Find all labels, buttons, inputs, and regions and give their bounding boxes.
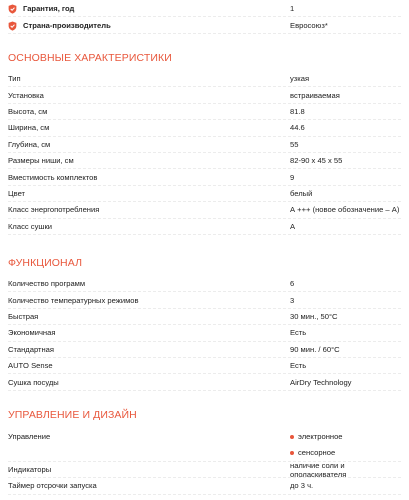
spec-name-text: Страна-производитель [23,21,111,30]
spec-name: Ширина, см [8,123,50,133]
spec-name: Индикаторы [8,464,52,474]
section-title-main: ОСНОВНЫЕ ХАРАКТЕРИСТИКИ [8,52,172,64]
spec-name: Класс сушки [8,221,53,231]
spec-name: Вместимость комплектов [8,172,98,182]
section-title-control-design: УПРАВЛЕНИЕ И ДИЗАЙН [8,409,137,421]
spec-row [8,186,401,202]
section-title-functions: ФУНКЦИОНАЛ [8,257,83,269]
spec-value-list [290,429,401,462]
spec-name: Цвет [8,188,26,198]
spec-value: 90 мин. / 60°C [290,344,340,354]
spec-row [8,462,401,478]
spec-name: Экономичная [8,328,56,338]
spec-row [8,87,401,103]
spec-row [8,219,401,235]
spec-row [8,374,401,390]
spec-name: Количество программ [8,279,86,289]
spec-value: Есть [290,328,307,338]
spec-value: наличие соли и ополаскивателя [290,460,347,479]
spec-row [8,153,401,169]
spec-value: 30 мин., 50°C [290,311,338,321]
spec-row [8,342,401,358]
control-option-text: сенсорное [298,447,336,457]
spec-row [8,276,401,292]
spec-value: 3 [290,295,295,305]
spec-value: 1 [290,4,295,13]
spec-value: А +++ (новое обозначение – A) [290,205,400,215]
control-option [290,429,401,445]
bullet-dot-icon [290,435,294,439]
spec-value: узкая [290,74,310,84]
spec-name: Стандартная [8,344,55,354]
spec-name [8,4,290,14]
spec-row-country [8,18,401,34]
spec-list-main [8,71,401,235]
spec-name: Тип [8,74,21,84]
spec-row [8,120,401,136]
spec-value: встраиваемая [290,90,340,100]
shield-check-icon [8,21,17,31]
spec-name: AUTO Sense [8,361,53,371]
spec-value: AirDry Technology [290,377,352,387]
spec-value: белый [290,188,313,198]
spec-name: Класс энергопотребления [8,205,100,215]
spec-value: A [290,221,296,231]
shield-check-icon [8,4,17,14]
spec-value: 6 [290,279,295,289]
spec-row [8,325,401,341]
spec-list-control-design [8,429,401,495]
spec-value: 81.8 [290,106,305,116]
spec-name: Количество температурных режимов [8,295,139,305]
spec-row-control [8,429,401,462]
spec-name: Управление [8,432,51,441]
spec-value: Есть [290,361,307,371]
spec-value: 44.6 [290,123,305,133]
spec-value: 55 [290,139,299,149]
spec-row [8,309,401,325]
spec-value: 82-90 х 45 х 55 [290,156,343,166]
spec-name: Быстрая [8,311,39,321]
control-option [290,445,401,461]
bullet-dot-icon [290,451,294,455]
spec-value: 9 [290,172,295,182]
spec-name: Сушка посуды [8,377,59,387]
control-option-text: электронное [298,431,343,441]
spec-row-warranty [8,1,401,17]
spec-row [8,137,401,153]
spec-row [8,169,401,185]
spec-value: до 3 ч. [290,481,314,491]
spec-value: Евросоюз* [290,21,328,30]
spec-row [8,358,401,374]
spec-name: Таймер отсрочки запуска [8,481,97,491]
spec-name: Глубина, см [8,139,51,149]
spec-name: Высота, см [8,106,48,116]
spec-row [8,478,401,494]
spec-name: Установка [8,90,44,100]
spec-row [8,71,401,87]
spec-name [8,21,290,31]
spec-name: Размеры ниши, см [8,156,74,166]
spec-row [8,202,401,218]
spec-list-functions [8,276,401,391]
spec-row [8,104,401,120]
spec-name-text: Гарантия, год [23,4,75,13]
spec-row [8,292,401,308]
